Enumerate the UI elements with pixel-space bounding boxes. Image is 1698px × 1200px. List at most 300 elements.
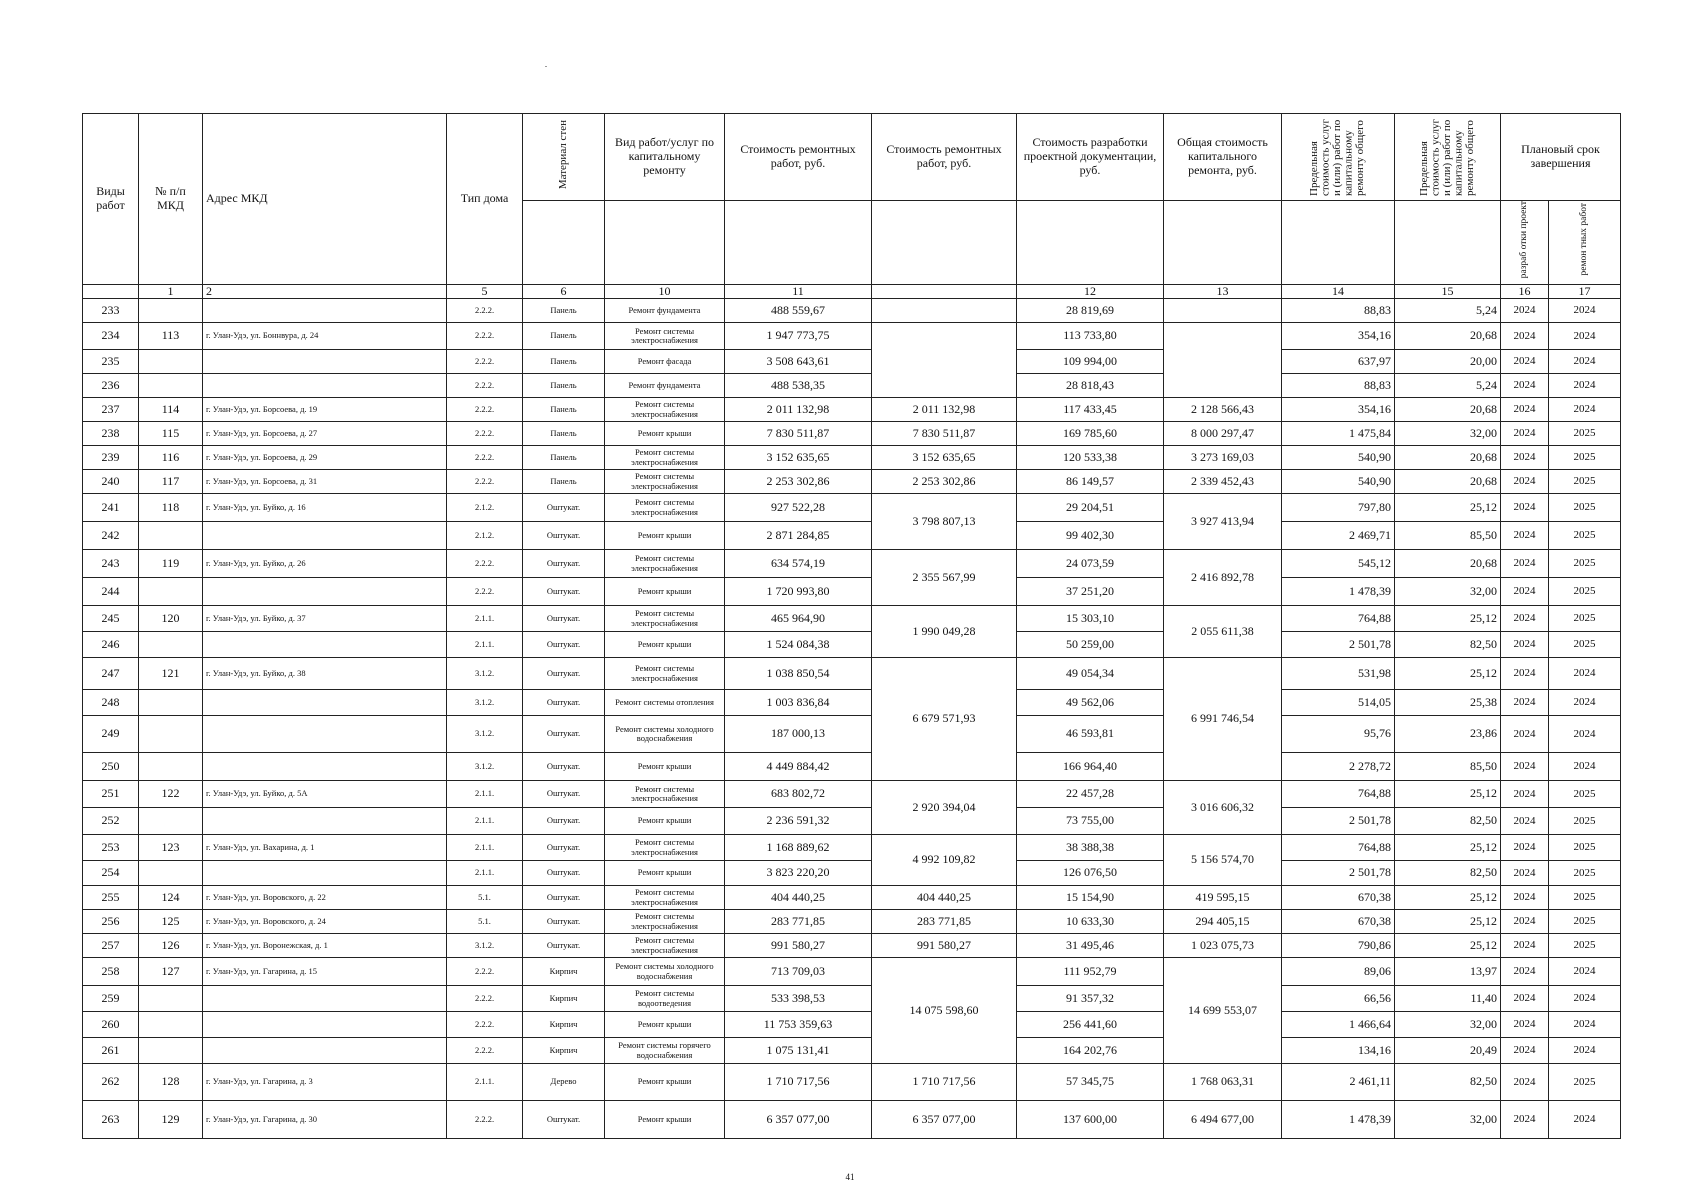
limit-cost-2: 25,12: [1395, 606, 1501, 632]
total-cost: 2 128 566,43: [1164, 398, 1282, 422]
limit-cost-1: 764,88: [1282, 606, 1395, 632]
wall-material: Оштукат.: [523, 910, 605, 934]
wall-material: Кирпич: [523, 1012, 605, 1038]
repair-cost: 3 508 643,61: [725, 350, 872, 374]
design-cost: 49 562,06: [1017, 690, 1164, 716]
address: [203, 350, 447, 374]
limit-cost-2: 32,00: [1395, 422, 1501, 446]
limit-cost-1: 670,38: [1282, 886, 1395, 910]
wall-material: Оштукат.: [523, 716, 605, 753]
limit-cost-1: 1 475,84: [1282, 422, 1395, 446]
repair-cost: 927 522,28: [725, 494, 872, 522]
design-cost: 117 433,45: [1017, 398, 1164, 422]
mkd-number: [139, 986, 203, 1012]
repair-cost-total: 2 920 394,04: [872, 781, 1017, 835]
design-cost: 120 533,38: [1017, 446, 1164, 470]
house-type: 2.2.2.: [447, 446, 523, 470]
col-number: 10: [605, 284, 725, 299]
design-cost: 22 457,28: [1017, 781, 1164, 808]
limit-cost-2: 25,12: [1395, 886, 1501, 910]
address: [203, 1012, 447, 1038]
table-row: [83, 1012, 1621, 1038]
house-type: 2.1.2.: [447, 522, 523, 550]
design-cost: 109 994,00: [1017, 350, 1164, 374]
work-type: Ремонт крыши: [605, 753, 725, 781]
repair-cost-total: 3 798 807,13: [872, 494, 1017, 550]
design-cost: 37 251,20: [1017, 578, 1164, 606]
wall-material: Дерево: [523, 1064, 605, 1101]
mkd-number: 122: [139, 781, 203, 808]
table-row: [83, 808, 1621, 835]
repair-deadline: 2024: [1549, 716, 1621, 753]
limit-cost-2: 25,12: [1395, 835, 1501, 861]
limit-cost-1: 545,12: [1282, 550, 1395, 578]
table-row: [83, 470, 1621, 494]
limit-cost-1: 2 461,11: [1282, 1064, 1395, 1101]
total-cost: 6 991 746,54: [1164, 658, 1282, 781]
work-type: Ремонт системы электроснабжения: [605, 323, 725, 350]
work-type: Ремонт крыши: [605, 522, 725, 550]
design-cost: 137 600,00: [1017, 1101, 1164, 1139]
design-deadline: 2024: [1501, 299, 1549, 323]
design-deadline: 2024: [1501, 658, 1549, 690]
address: [203, 632, 447, 658]
repair-deadline: 2024: [1549, 690, 1621, 716]
work-type: Ремонт системы электроснабжения: [605, 781, 725, 808]
mkd-number: [139, 350, 203, 374]
address: г. Улан-Удэ, ул. Гагарина, д. 30: [203, 1101, 447, 1139]
table-row: [83, 958, 1621, 986]
mkd-number: 123: [139, 835, 203, 861]
repair-cost: 3 152 635,65: [725, 446, 872, 470]
mkd-number: 129: [139, 1101, 203, 1139]
work-type: Ремонт системы электроснабжения: [605, 606, 725, 632]
repair-deadline: 2025: [1549, 910, 1621, 934]
house-type: 2.2.2.: [447, 374, 523, 398]
repair-cost-total: 283 771,85: [872, 910, 1017, 934]
mkd-number: 119: [139, 550, 203, 578]
mkd-number: 118: [139, 494, 203, 522]
total-cost: 6 494 677,00: [1164, 1101, 1282, 1139]
address: г. Улан-Удэ, ул. Воровского, д. 24: [203, 910, 447, 934]
house-type: 2.1.1.: [447, 606, 523, 632]
address: [203, 986, 447, 1012]
repair-cost: 11 753 359,63: [725, 1012, 872, 1038]
repair-cost: 713 709,03: [725, 958, 872, 986]
design-deadline: 2024: [1501, 606, 1549, 632]
work-type: Ремонт системы электроснабжения: [605, 934, 725, 958]
mkd-number: 128: [139, 1064, 203, 1101]
table-row: [83, 446, 1621, 470]
house-type: 2.2.2.: [447, 1038, 523, 1064]
wall-material: Оштукат.: [523, 861, 605, 886]
col-number: 15: [1395, 284, 1501, 299]
limit-cost-1: 354,16: [1282, 398, 1395, 422]
repair-deadline: 2025: [1549, 861, 1621, 886]
row-number: 262: [83, 1064, 139, 1101]
limit-cost-1: 88,83: [1282, 299, 1395, 323]
work-type: Ремонт крыши: [605, 808, 725, 835]
work-type: Ремонт системы электроснабжения: [605, 835, 725, 861]
total-cost: 1 768 063,31: [1164, 1064, 1282, 1101]
mkd-number: [139, 1012, 203, 1038]
repair-cost-total: 991 580,27: [872, 934, 1017, 958]
table-row: [83, 886, 1621, 910]
subheader-blank: [523, 200, 605, 284]
row-number: 233: [83, 299, 139, 323]
row-number: 241: [83, 494, 139, 522]
repair-cost: 1 524 084,38: [725, 632, 872, 658]
limit-cost-1: 1 478,39: [1282, 1101, 1395, 1139]
repair-cost: 634 574,19: [725, 550, 872, 578]
wall-material: Панель: [523, 350, 605, 374]
design-deadline: 2024: [1501, 861, 1549, 886]
col-number: 17: [1549, 284, 1621, 299]
limit-cost-2: 32,00: [1395, 1101, 1501, 1139]
repair-deadline: 2024: [1549, 1012, 1621, 1038]
col-number: 12: [1017, 284, 1164, 299]
table-row: [83, 422, 1621, 446]
limit-cost-2: 20,00: [1395, 350, 1501, 374]
repair-cost-total: [872, 323, 1017, 398]
house-type: 2.2.2.: [447, 986, 523, 1012]
repair-cost-total: 4 992 109,82: [872, 835, 1017, 886]
repair-deadline: 2025: [1549, 632, 1621, 658]
row-number: 237: [83, 398, 139, 422]
wall-material: Оштукат.: [523, 835, 605, 861]
house-type: 3.1.2.: [447, 658, 523, 690]
design-cost: 126 076,50: [1017, 861, 1164, 886]
col-design-deadline-header: разраб отки проект: [1501, 200, 1549, 284]
repair-cost: 1 710 717,56: [725, 1064, 872, 1101]
subheader-blank: [872, 200, 1017, 284]
address: г. Улан-Удэ, ул. Буйко, д. 16: [203, 494, 447, 522]
repair-cost: 187 000,13: [725, 716, 872, 753]
design-deadline: 2024: [1501, 808, 1549, 835]
mkd-number: [139, 753, 203, 781]
repair-cost: 1 720 993,80: [725, 578, 872, 606]
address: [203, 374, 447, 398]
design-cost: 15 154,90: [1017, 886, 1164, 910]
repair-cost: 533 398,53: [725, 986, 872, 1012]
table-row: [83, 632, 1621, 658]
repair-deadline: 2025: [1549, 494, 1621, 522]
house-type: 2.2.2.: [447, 1101, 523, 1139]
repair-deadline: 2024: [1549, 1101, 1621, 1139]
repair-cost: 1 075 131,41: [725, 1038, 872, 1064]
design-cost: 38 388,38: [1017, 835, 1164, 861]
repair-cost: 991 580,27: [725, 934, 872, 958]
total-cost: 1 023 075,73: [1164, 934, 1282, 958]
address: г. Улан-Удэ, ул. Борсоева, д. 27: [203, 422, 447, 446]
wall-material: Оштукат.: [523, 934, 605, 958]
table-row: [83, 522, 1621, 550]
repair-cost: 3 823 220,20: [725, 861, 872, 886]
limit-cost-2: 32,00: [1395, 1012, 1501, 1038]
design-deadline: 2024: [1501, 1038, 1549, 1064]
col-deadline-header: Плановый срок завершения: [1501, 114, 1621, 201]
wall-material: Оштукат.: [523, 781, 605, 808]
design-deadline: 2024: [1501, 1064, 1549, 1101]
address: г. Улан-Удэ, ул. Гагарина, д. 3: [203, 1064, 447, 1101]
repair-deadline: 2025: [1549, 446, 1621, 470]
registry-table: [82, 113, 1621, 1139]
repair-deadline: 2024: [1549, 323, 1621, 350]
design-deadline: 2024: [1501, 470, 1549, 494]
work-type: Ремонт крыши: [605, 861, 725, 886]
wall-material: Панель: [523, 446, 605, 470]
wall-material: Оштукат.: [523, 578, 605, 606]
table-row: [83, 861, 1621, 886]
repair-cost-total: 2 011 132,98: [872, 398, 1017, 422]
limit-cost-2: 25,38: [1395, 690, 1501, 716]
mkd-number: [139, 632, 203, 658]
design-cost: 91 357,32: [1017, 986, 1164, 1012]
wall-material: Панель: [523, 374, 605, 398]
work-type: Ремонт системы холодного водоснабжения: [605, 958, 725, 986]
mkd-number: [139, 716, 203, 753]
mkd-number: 120: [139, 606, 203, 632]
row-number: 246: [83, 632, 139, 658]
row-number: 253: [83, 835, 139, 861]
design-cost: 28 818,43: [1017, 374, 1164, 398]
col-kind-header: Виды работ: [83, 114, 139, 285]
total-cost: 2 339 452,43: [1164, 470, 1282, 494]
limit-cost-2: 20,49: [1395, 1038, 1501, 1064]
house-type: 3.1.2.: [447, 690, 523, 716]
row-number: 248: [83, 690, 139, 716]
design-cost: 86 149,57: [1017, 470, 1164, 494]
repair-cost-total: 2 355 567,99: [872, 550, 1017, 606]
page-number: 41: [845, 1172, 855, 1182]
limit-cost-1: 66,56: [1282, 986, 1395, 1012]
repair-cost: 2 253 302,86: [725, 470, 872, 494]
total-cost: [1164, 323, 1282, 398]
repair-deadline: 2024: [1549, 986, 1621, 1012]
repair-deadline: 2025: [1549, 1064, 1621, 1101]
limit-cost-1: 1 478,39: [1282, 578, 1395, 606]
house-type: 2.2.2.: [447, 550, 523, 578]
design-cost: 256 441,60: [1017, 1012, 1164, 1038]
repair-cost-total: 2 253 302,86: [872, 470, 1017, 494]
row-number: 261: [83, 1038, 139, 1064]
limit-cost-1: 540,90: [1282, 470, 1395, 494]
wall-material: Оштукат.: [523, 606, 605, 632]
repair-cost-total: 7 830 511,87: [872, 422, 1017, 446]
wall-material: Кирпич: [523, 986, 605, 1012]
repair-deadline: 2025: [1549, 808, 1621, 835]
table-row: [83, 550, 1621, 578]
wall-material: Оштукат.: [523, 494, 605, 522]
limit-cost-1: 540,90: [1282, 446, 1395, 470]
repair-cost: 283 771,85: [725, 910, 872, 934]
address: г. Улан-Удэ, ул. Буйко, д. 5А: [203, 781, 447, 808]
address: [203, 1038, 447, 1064]
limit-cost-1: 790,86: [1282, 934, 1395, 958]
total-cost: 5 156 574,70: [1164, 835, 1282, 886]
design-deadline: 2024: [1501, 550, 1549, 578]
repair-cost-total: 14 075 598,60: [872, 958, 1017, 1064]
col-number: 1: [139, 284, 203, 299]
address: г. Улан-Удэ, ул. Гагарина, д. 15: [203, 958, 447, 986]
col-house-type-header: Тип дома: [447, 114, 523, 285]
address: [203, 299, 447, 323]
repair-deadline: 2024: [1549, 753, 1621, 781]
house-type: 2.2.2.: [447, 958, 523, 986]
design-deadline: 2024: [1501, 522, 1549, 550]
col-number: 6: [523, 284, 605, 299]
table-row: [83, 374, 1621, 398]
repair-cost-total: [872, 299, 1017, 323]
row-number: 256: [83, 910, 139, 934]
limit-cost-2: 82,50: [1395, 632, 1501, 658]
total-cost: 294 405,15: [1164, 910, 1282, 934]
limit-cost-2: 82,50: [1395, 861, 1501, 886]
limit-cost-2: 25,12: [1395, 658, 1501, 690]
design-deadline: 2024: [1501, 1012, 1549, 1038]
repair-cost: 7 830 511,87: [725, 422, 872, 446]
repair-cost: 1 947 773,75: [725, 323, 872, 350]
repair-cost: 2 871 284,85: [725, 522, 872, 550]
limit-cost-2: 5,24: [1395, 374, 1501, 398]
mkd-number: [139, 578, 203, 606]
house-type: 2.1.1.: [447, 835, 523, 861]
repair-cost: 1 003 836,84: [725, 690, 872, 716]
address: г. Улан-Удэ, ул. Буйко, д. 37: [203, 606, 447, 632]
limit-cost-2: 82,50: [1395, 808, 1501, 835]
wall-material: Оштукат.: [523, 658, 605, 690]
mkd-number: [139, 808, 203, 835]
repair-deadline: 2025: [1549, 835, 1621, 861]
repair-cost: 1 038 850,54: [725, 658, 872, 690]
design-cost: 28 819,69: [1017, 299, 1164, 323]
limit-cost-1: 134,16: [1282, 1038, 1395, 1064]
design-deadline: 2024: [1501, 910, 1549, 934]
address: [203, 716, 447, 753]
mkd-number: 113: [139, 323, 203, 350]
work-type: Ремонт крыши: [605, 1064, 725, 1101]
work-type: Ремонт системы электроснабжения: [605, 886, 725, 910]
work-type: Ремонт системы электроснабжения: [605, 550, 725, 578]
limit-cost-1: 95,76: [1282, 716, 1395, 753]
repair-cost: 404 440,25: [725, 886, 872, 910]
repair-cost: 6 357 077,00: [725, 1101, 872, 1139]
house-type: 5.1.: [447, 910, 523, 934]
limit-cost-2: 85,50: [1395, 753, 1501, 781]
total-cost: 2 416 892,78: [1164, 550, 1282, 606]
work-type: Ремонт крыши: [605, 1101, 725, 1139]
col-total-cost-header: Общая стоимость капитального ремонта, руб.: [1164, 114, 1282, 201]
repair-deadline: 2025: [1549, 934, 1621, 958]
total-cost: 2 055 611,38: [1164, 606, 1282, 658]
limit-cost-1: 89,06: [1282, 958, 1395, 986]
design-cost: 113 733,80: [1017, 323, 1164, 350]
design-deadline: 2024: [1501, 886, 1549, 910]
row-number: 252: [83, 808, 139, 835]
address: [203, 753, 447, 781]
col-wall-material-header: Материал стен: [523, 114, 605, 201]
design-cost: 31 495,46: [1017, 934, 1164, 958]
mkd-number: 126: [139, 934, 203, 958]
table-row: [83, 1038, 1621, 1064]
work-type: Ремонт системы отопления: [605, 690, 725, 716]
col-number: 14: [1282, 284, 1395, 299]
mkd-number: [139, 1038, 203, 1064]
mkd-number: [139, 299, 203, 323]
repair-cost: 4 449 884,42: [725, 753, 872, 781]
house-type: 2.2.2.: [447, 470, 523, 494]
limit-cost-1: 2 501,78: [1282, 861, 1395, 886]
design-cost: 15 303,10: [1017, 606, 1164, 632]
limit-cost-1: 1 466,64: [1282, 1012, 1395, 1038]
limit-cost-2: 25,12: [1395, 494, 1501, 522]
house-type: 2.1.2.: [447, 494, 523, 522]
house-type: 2.2.2.: [447, 398, 523, 422]
design-cost: 166 964,40: [1017, 753, 1164, 781]
row-number: 239: [83, 446, 139, 470]
limit-cost-1: 2 501,78: [1282, 808, 1395, 835]
wall-material: Панель: [523, 398, 605, 422]
total-cost: 8 000 297,47: [1164, 422, 1282, 446]
repair-cost-total: 6 679 571,93: [872, 658, 1017, 781]
address: г. Улан-Удэ, ул. Борсоева, д. 19: [203, 398, 447, 422]
design-deadline: 2024: [1501, 494, 1549, 522]
wall-material: Панель: [523, 422, 605, 446]
address: [203, 522, 447, 550]
limit-cost-2: 82,50: [1395, 1064, 1501, 1101]
limit-cost-2: 20,68: [1395, 398, 1501, 422]
limit-cost-2: 23,86: [1395, 716, 1501, 753]
house-type: 3.1.2.: [447, 753, 523, 781]
limit-cost-2: 5,24: [1395, 299, 1501, 323]
wall-material: Оштукат.: [523, 690, 605, 716]
limit-cost-2: 25,12: [1395, 781, 1501, 808]
address: г. Улан-Удэ, ул. Боннвура, д. 24: [203, 323, 447, 350]
limit-cost-2: 25,12: [1395, 910, 1501, 934]
wall-material: Оштукат.: [523, 1101, 605, 1139]
work-type: Ремонт фундамента: [605, 374, 725, 398]
total-cost: 3 273 169,03: [1164, 446, 1282, 470]
address: г. Улан-Удэ, ул. Воронежская, д. 1: [203, 934, 447, 958]
work-type: Ремонт системы электроснабжения: [605, 494, 725, 522]
address: г. Улан-Удэ, ул. Борсоева, д. 31: [203, 470, 447, 494]
limit-cost-1: 764,88: [1282, 781, 1395, 808]
house-type: 3.1.2.: [447, 716, 523, 753]
house-type: 2.2.2.: [447, 422, 523, 446]
repair-deadline: 2024: [1549, 1038, 1621, 1064]
col-number: 16: [1501, 284, 1549, 299]
address: г. Улан-Удэ, ул. Буйко, д. 26: [203, 550, 447, 578]
table-row: [83, 1101, 1621, 1139]
limit-cost-2: 25,12: [1395, 934, 1501, 958]
repair-deadline: 2025: [1549, 606, 1621, 632]
row-number: 257: [83, 934, 139, 958]
house-type: 2.2.2.: [447, 323, 523, 350]
total-cost: 419 595,15: [1164, 886, 1282, 910]
limit-cost-2: 20,68: [1395, 470, 1501, 494]
limit-cost-1: 531,98: [1282, 658, 1395, 690]
repair-cost: 1 168 889,62: [725, 835, 872, 861]
table-row: [83, 299, 1621, 323]
design-deadline: 2024: [1501, 422, 1549, 446]
table-row: [83, 753, 1621, 781]
work-type: Ремонт крыши: [605, 422, 725, 446]
house-type: 5.1.: [447, 886, 523, 910]
design-deadline: 2024: [1501, 1101, 1549, 1139]
col-repair-deadline-header: ремон тных работ: [1549, 200, 1621, 284]
repair-deadline: 2025: [1549, 578, 1621, 606]
repair-cost-total: 6 357 077,00: [872, 1101, 1017, 1139]
